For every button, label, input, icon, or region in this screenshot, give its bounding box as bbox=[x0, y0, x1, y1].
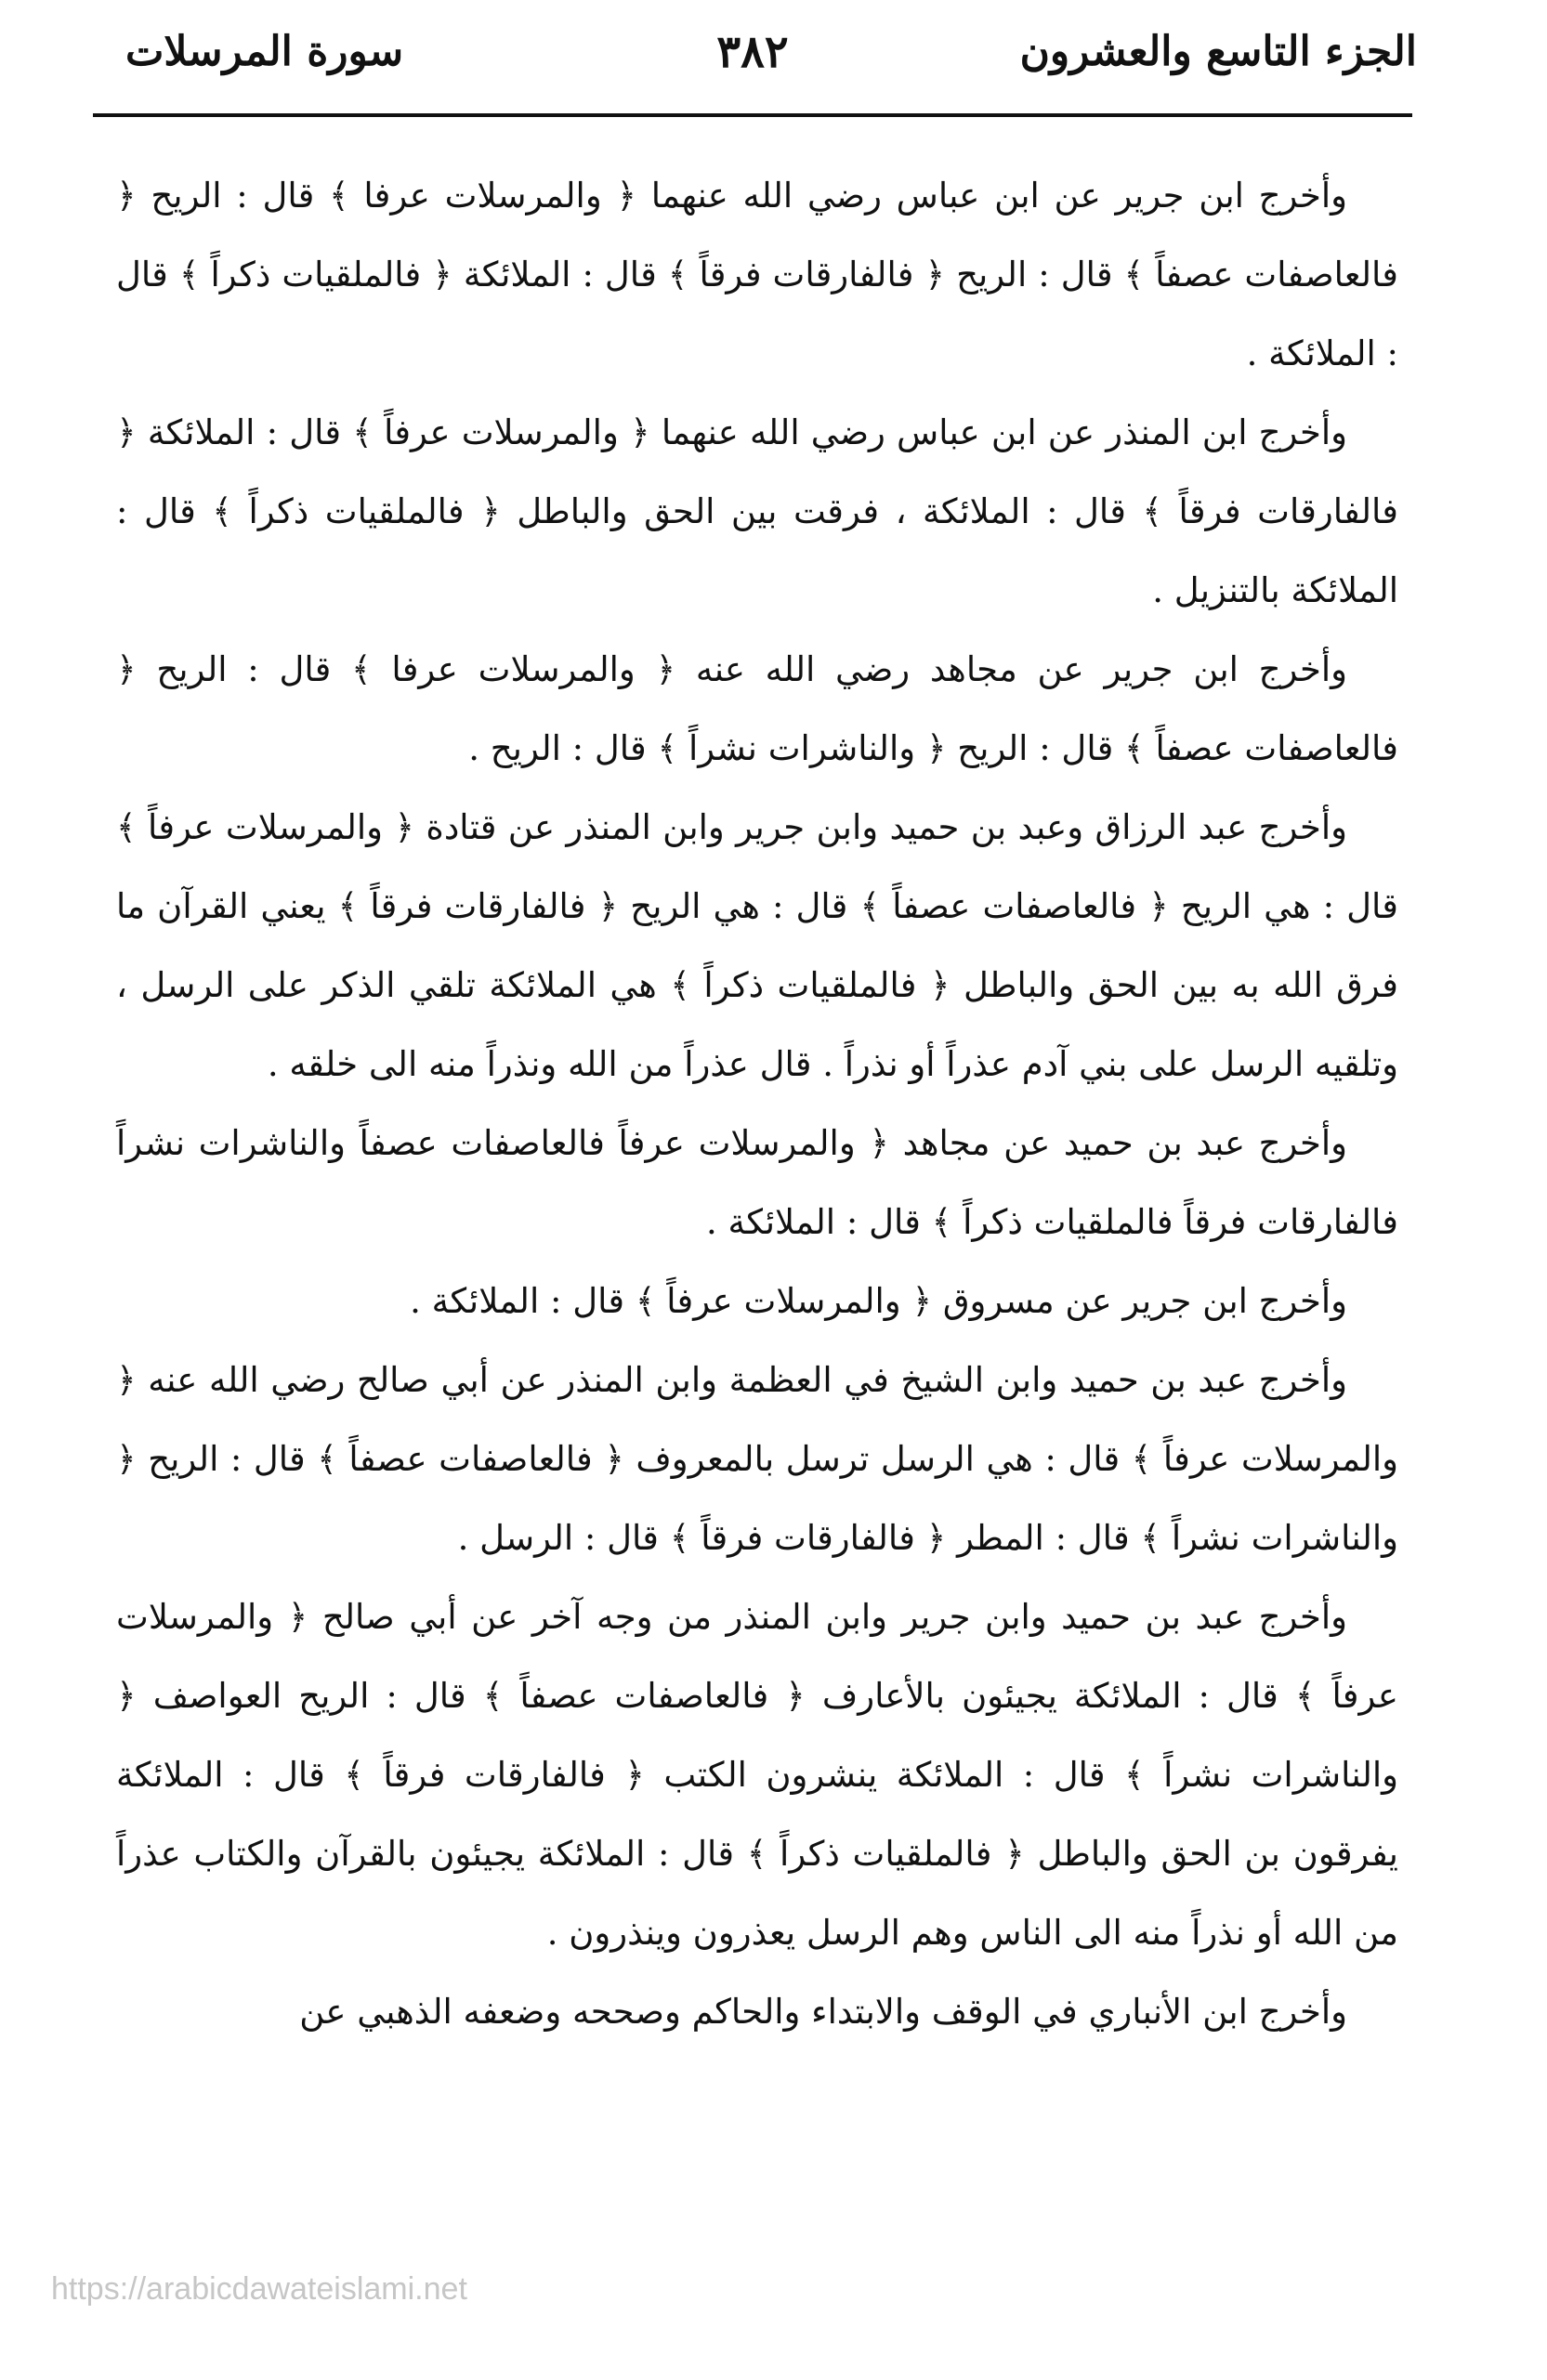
paragraph: وأخرج عبد بن حميد وابن الشيخ في العظمة وابن المنذر عن أبي صالح رضي الله عنه ﴿ والمرسلات عرفاً ﴾ قال : هي الرسل ترسل بالمعروف ﴿ فالعاصفات عصفاً ﴾ قال : الريح ﴿ والناشرات نشراً ﴾ قال : المطر ﴿ فالفارقات فرقاً ﴾ قال : الرسل . bbox=[116, 1360, 1398, 1558]
page-header bbox=[88, 20, 1417, 104]
paragraph: وأخرج ابن الأنباري في الوقف والابتداء والحاكم وصححه وضعفه الذهبي عن bbox=[299, 1992, 1347, 2032]
paragraph: وأخرج عبد بن حميد وابن جرير وابن المنذر من وجه آخر عن أبي صالح ﴿ والمرسلات عرفاً ﴾ قال : الملائكة يجيئون بالأعارف ﴿ فالعاصفات عصفاً ﴾ قال : الريح العواصف ﴿ والناشرات نشراً ﴾ قال : الملائكة ينشرون الكتب ﴿ فالفارقات فرقاً ﴾ قال : الملائكة يفرقون بن الحق والباطل ﴿ فالملقيات ذكراً ﴾ قال : الملائكة يجيئون بالقرآن والكتاب عذراً من الله أو نذراً منه الى الناس وهم الرسل يعذرون وينذرون . bbox=[116, 1597, 1398, 1953]
paragraph: وأخرج ابن جرير عن مسروق ﴿ والمرسلات عرفاً ﴾ قال : الملائكة . bbox=[410, 1281, 1347, 1321]
paragraph: وأخرج عبد بن حميد عن مجاهد ﴿ والمرسلات عرفاً فالعاصفات عصفاً والناشرات نشراً فالفارقات فرقاً فالملقيات ذكراً ﴾ قال : الملائكة . bbox=[116, 1123, 1398, 1242]
watermark-url: https://arabicdawateislami.net bbox=[51, 2271, 467, 2307]
running-head-surah: سورة المرسلات bbox=[125, 28, 404, 75]
running-head-part: الجزء التاسع والعشرون bbox=[1019, 28, 1417, 75]
paragraph: وأخرج ابن جرير عن مجاهد رضي الله عنه ﴿ والمرسلات عرفا ﴾ قال : الريح ﴿ فالعاصفات عصفاً ﴾ قال : الريح ﴿ والناشرات نشراً ﴾ قال : الريح . bbox=[116, 649, 1398, 768]
paragraph: وأخرج ابن المنذر عن ابن عباس رضي الله عنهما ﴿ والمرسلات عرفاً ﴾ قال : الملائكة ﴿ فالفارقات فرقاً ﴾ قال : الملائكة ، فرقت بين الحق والباطل ﴿ فالملقيات ذكراً ﴾ قال : الملائكة بالتنزيل . bbox=[116, 412, 1398, 610]
header-rule bbox=[93, 113, 1412, 117]
page-body bbox=[116, 156, 1398, 2051]
page-number: ٣٨٢ bbox=[716, 26, 789, 78]
paragraph: وأخرج ابن جرير عن ابن عباس رضي الله عنهما ﴿ والمرسلات عرفا ﴾ قال : الريح ﴿ فالعاصفات عصفاً ﴾ قال : الريح ﴿ فالفارقات فرقاً ﴾ قال : الملائكة ﴿ فالملقيات ذكراً ﴾ قال : الملائكة . bbox=[116, 176, 1398, 373]
paragraph: وأخرج عبد الرزاق وعبد بن حميد وابن جرير وابن المنذر عن قتادة ﴿ والمرسلات عرفاً ﴾ قال : هي الريح ﴿ فالعاصفات عصفاً ﴾ قال : هي الريح ﴿ فالفارقات فرقاً ﴾ يعني القرآن ما فرق الله به بين الحق والباطل ﴿ فالملقيات ذكراً ﴾ هي الملائكة تلقي الذكر على الرسل ، وتلقيه الرسل على بني آدم عذراً أو نذراً . قال عذراً من الله ونذراً منه الى خلقه . bbox=[116, 807, 1398, 1084]
